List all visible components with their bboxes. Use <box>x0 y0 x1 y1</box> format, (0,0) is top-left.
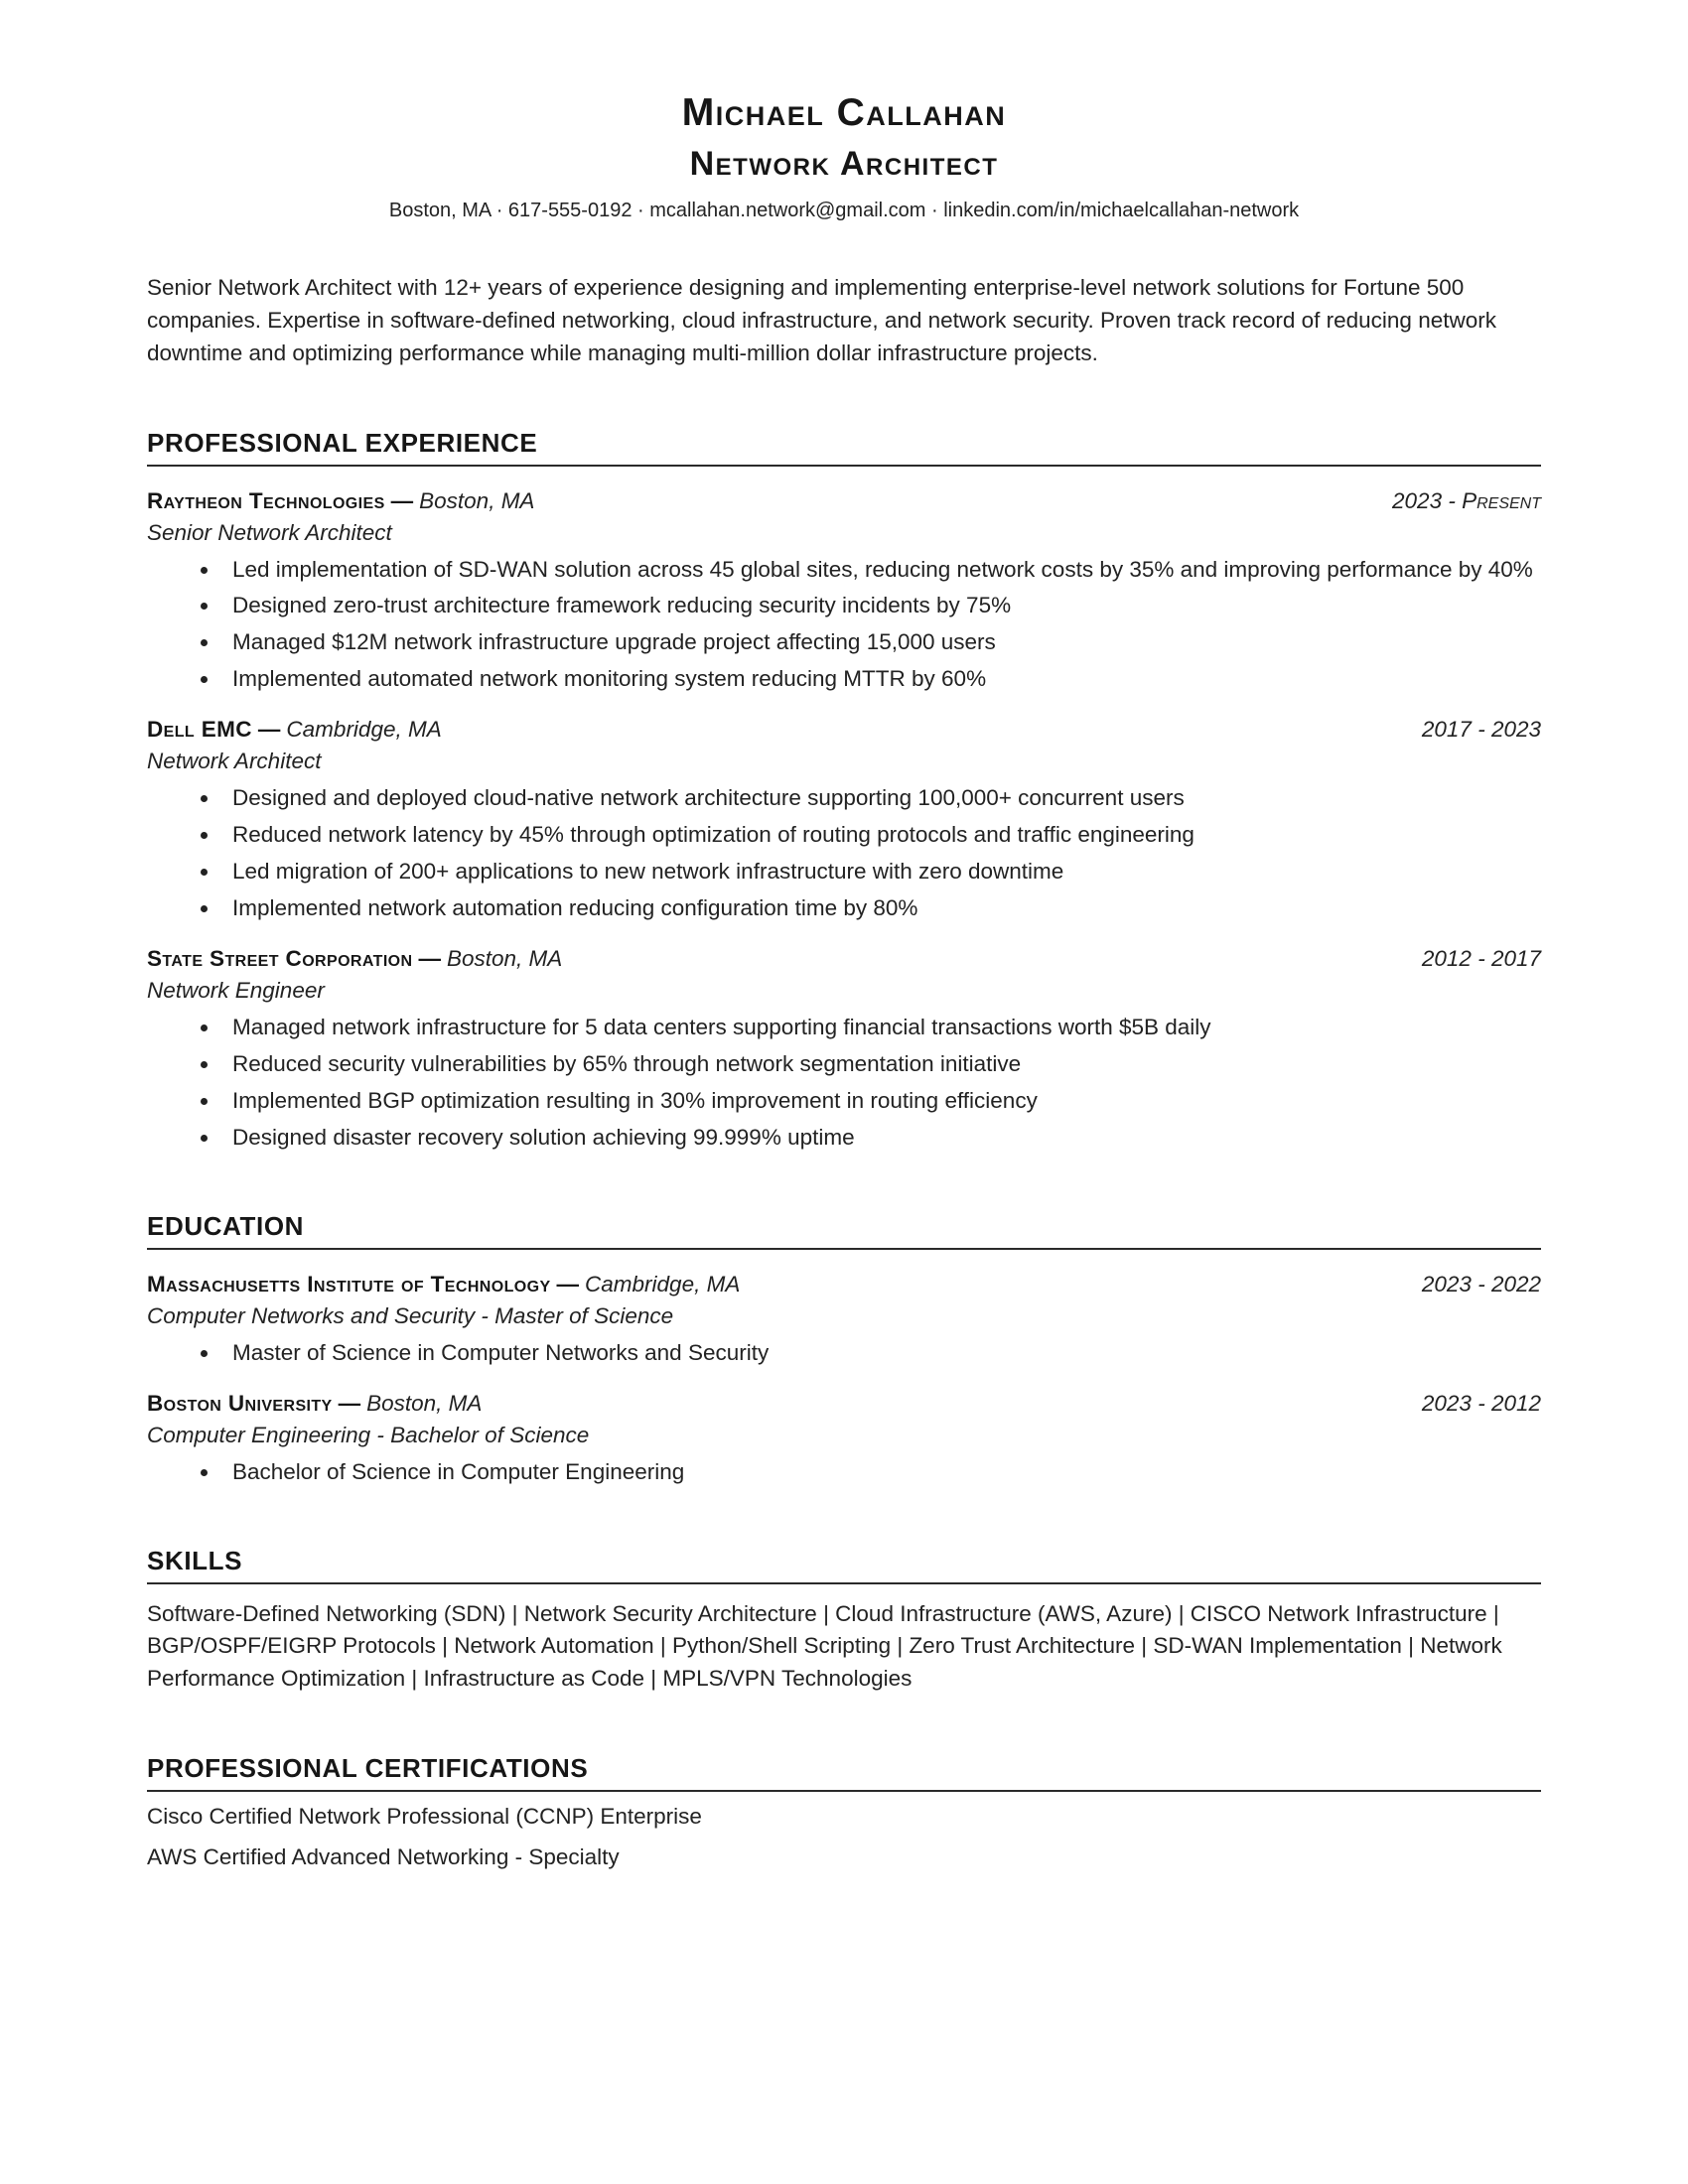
job-bullet-list <box>147 782 1541 924</box>
certification-item: AWS Certified Advanced Networking - Specialty <box>147 1844 620 1870</box>
education-dates: 2023 - 2012 <box>1421 1390 1541 1416</box>
section-heading-certifications: PROFESSIONAL CERTIFICATIONS <box>147 1753 1541 1792</box>
degree-line: Computer Engineering - Bachelor of Science <box>147 1422 590 1447</box>
company-name: Dell EMC <box>147 717 252 743</box>
bullet-item: • Implemented network automation reducing configuration time by 80% <box>220 892 1541 924</box>
job-title: Network Engineer <box>147 978 325 1004</box>
certification-item: Cisco Certified Network Professional (CCNP) Enterprise <box>147 1803 702 1829</box>
school-org-location <box>147 1391 482 1417</box>
section-certifications <box>147 1753 1541 1875</box>
bullet-item: • Led implementation of SD-WAN solution across 45 global sites, reducing network costs by 35% and improving performance by 40% <box>220 554 1541 586</box>
school-org-location <box>147 1272 740 1297</box>
bullet-item: • Designed disaster recovery solution achieving 99.999% uptime <box>220 1122 1541 1154</box>
bullet-item: • Led migration of 200+ applications to new network infrastructure with zero downtime <box>220 856 1541 887</box>
job-dates: 2023 - Present <box>1392 487 1541 513</box>
candidate-title: Network Architect <box>689 145 999 183</box>
candidate-name: Michael Callahan <box>681 91 1007 134</box>
education-dates: 2023 - 2022 <box>1421 1271 1541 1297</box>
bullet-item: • Reduced security vulnerabilities by 65% through network segmentation initiative <box>220 1048 1541 1080</box>
company-name: Raytheon Technologies <box>147 487 385 513</box>
job-entry <box>147 717 1541 924</box>
bullet-item: • Master of Science in Computer Networks and Security <box>220 1337 1541 1369</box>
job-title: Network Architect <box>147 749 322 774</box>
section-heading-experience: PROFESSIONAL EXPERIENCE <box>147 428 1541 467</box>
job-entry <box>147 488 1541 696</box>
section-education <box>147 1211 1541 1488</box>
education-entry-line <box>147 1391 1541 1417</box>
job-bullet-list <box>147 554 1541 696</box>
company-location: Boston, MA <box>419 487 535 513</box>
company-name: State Street Corporation <box>147 946 413 972</box>
section-skills <box>147 1546 1541 1696</box>
separator-dash: — <box>390 487 414 513</box>
bullet-item: • Reduced network latency by 45% through optimization of routing protocols and traffic engineering <box>220 819 1541 851</box>
degree-line: Computer Networks and Security - Master of Science <box>147 1302 674 1328</box>
school-location: Cambridge, MA <box>585 1271 741 1297</box>
resume-header <box>147 91 1541 222</box>
education-entry <box>147 1391 1541 1488</box>
company-location: Cambridge, MA <box>286 717 442 743</box>
separator-dash: — <box>556 1271 580 1297</box>
company-location: Boston, MA <box>446 946 563 972</box>
separator-dash: — <box>338 1390 361 1416</box>
job-org-location <box>147 946 562 972</box>
education-bullet-list <box>147 1456 1541 1488</box>
job-entry <box>147 946 1541 1154</box>
bullet-item: • Designed zero-trust architecture framework reducing security incidents by 75% <box>220 590 1541 621</box>
education-bullet-list <box>147 1337 1541 1369</box>
school-location: Boston, MA <box>366 1390 483 1416</box>
section-heading-education: EDUCATION <box>147 1211 1541 1250</box>
bullet-item: • Implemented automated network monitoring system reducing MTTR by 60% <box>220 663 1541 695</box>
education-entry-line <box>147 1272 1541 1297</box>
job-entry-line <box>147 717 1541 743</box>
section-heading-skills: SKILLS <box>147 1546 1541 1584</box>
job-title: Senior Network Architect <box>147 519 392 545</box>
job-bullet-list <box>147 1012 1541 1154</box>
school-name: Boston University <box>147 1390 333 1416</box>
job-entry-line <box>147 488 1541 514</box>
skills-paragraph: Software-Defined Networking (SDN) | Network Security Architecture | Cloud Infrastructure (AWS, Azure) | CISCO Network Infrastructure | BGP/OSPF/EIGRP Protocols | Network Automation | Python/Shell Scripting | Zero Trust Architecture | SD-WAN Implementation | Network Performance Optimization | Infrastructure as Code | MPLS/VPN Technologies <box>147 1600 1502 1691</box>
bullet-item: • Implemented BGP optimization resulting in 30% improvement in routing efficiency <box>220 1085 1541 1117</box>
separator-dash: — <box>257 717 281 743</box>
job-dates: 2017 - 2023 <box>1421 717 1541 743</box>
job-org-location <box>147 717 442 743</box>
bullet-item: • Designed and deployed cloud-native network architecture supporting 100,000+ concurrent users <box>220 782 1541 814</box>
summary-paragraph: Senior Network Architect with 12+ years of experience designing and implementing enterprise-level network solutions for Fortune 500 companies. Expertise in software-defined networking, cloud infrastructure, and network security. Proven track record of reducing network downtime and optimizing performance while managing multi-million dollar infrastructure projects. <box>147 275 1496 365</box>
bullet-item: • Managed network infrastructure for 5 data centers supporting financial transactions worth $5B daily <box>220 1012 1541 1043</box>
job-entry-line <box>147 946 1541 972</box>
contact-line: Boston, MA · 617-555-0192 · mcallahan.network@gmail.com · linkedin.com/in/michaelcallahan-network <box>388 200 1300 221</box>
job-dates: 2012 - 2017 <box>1421 946 1541 972</box>
education-entry <box>147 1272 1541 1369</box>
bullet-item: • Bachelor of Science in Computer Engineering <box>220 1456 1541 1488</box>
separator-dash: — <box>418 946 441 972</box>
job-org-location <box>147 488 534 514</box>
section-experience <box>147 428 1541 1154</box>
school-name: Massachusetts Institute of Technology <box>147 1271 551 1297</box>
bullet-item: • Managed $12M network infrastructure upgrade project affecting 15,000 users <box>220 626 1541 658</box>
